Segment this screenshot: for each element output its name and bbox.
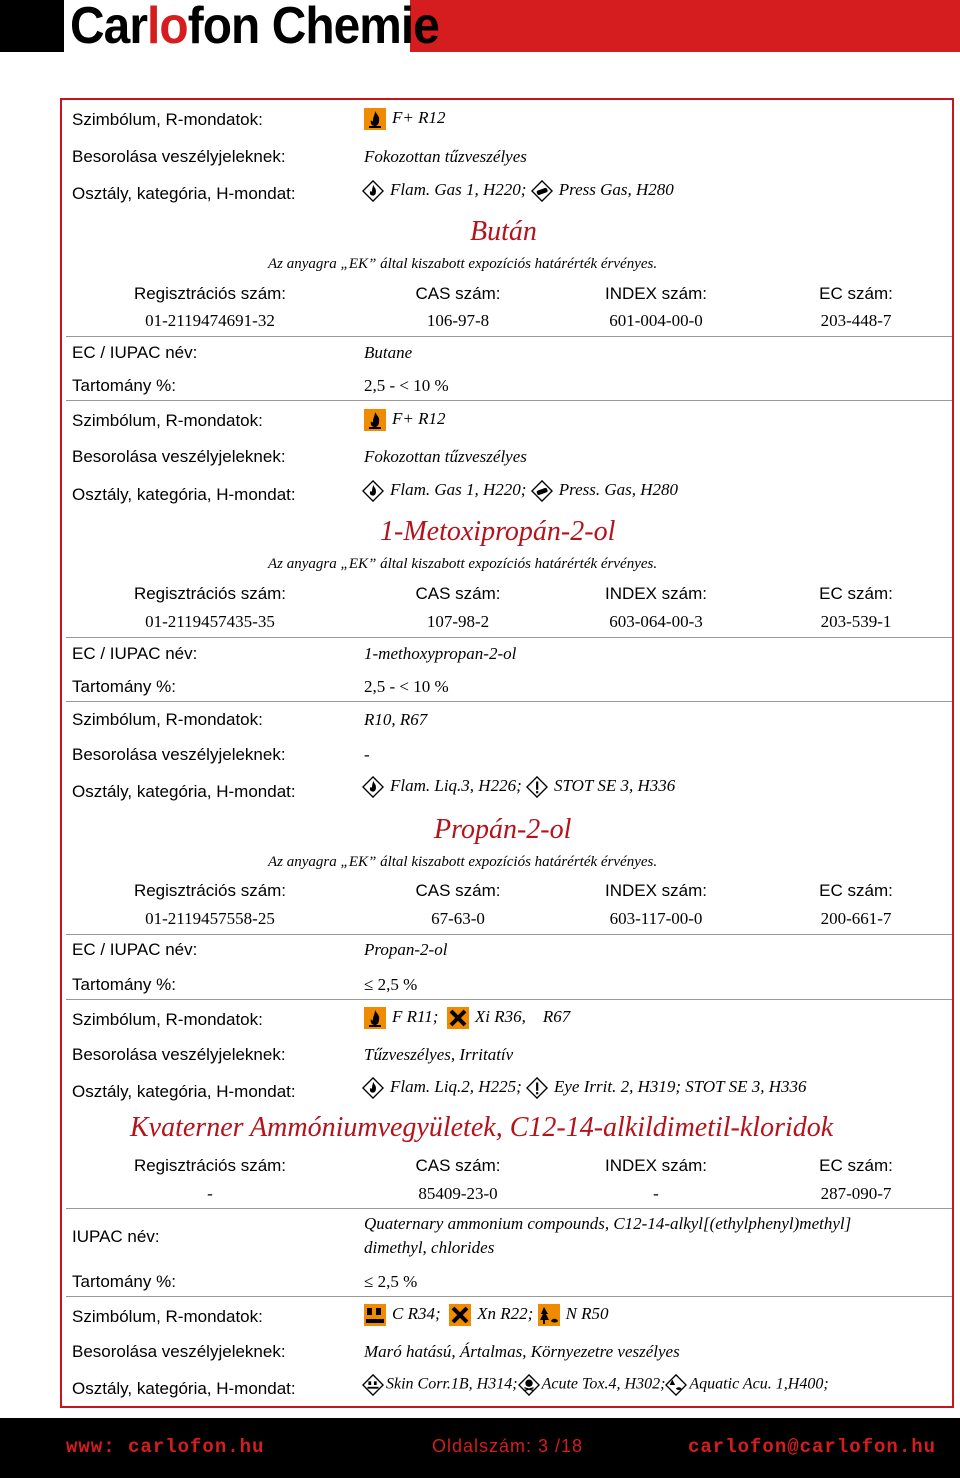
flame-icon [364,108,386,130]
label-symbol: Szimbólum, R-mondatok: [72,110,263,129]
flame-icon [364,1007,386,1029]
header-logo [0,0,960,62]
skull-icon [518,1374,540,1396]
label-hazard: Besorolása veszélyjeleknek: [72,147,286,166]
divider [66,637,952,638]
xcross-icon [447,1007,469,1029]
xcross-icon [449,1304,471,1326]
divider [66,336,952,337]
label-hazard: Besorolása veszélyjeleknek: [72,447,286,466]
exposure-note: Az anyagra „EK” által kiszabott expozíciós határérték érvényes. [268,556,658,572]
environment-icon [538,1304,560,1326]
label-symbol: Szimbólum, R-mondatok: [72,1307,263,1326]
value-range: 2,5 - < 10 % [364,376,449,395]
divider [66,1208,952,1209]
divider [66,400,952,401]
col-index: INDEX szám: [604,584,708,603]
col-ec: EC szám: [819,1156,893,1175]
value-symbol: C R34; Xn R22; N R50 [364,1304,609,1326]
col-ec: EC szám: [819,881,893,900]
ec-number: 200-661-7 [820,909,892,928]
value-class: Flam. Gas 1, H220; Press Gas, H280 [362,180,674,202]
label-range: Tartomány %: [72,376,176,395]
label-class: Osztály, kategória, H-mondat: [72,184,296,203]
col-reg: Regisztrációs szám: [133,284,287,303]
label-range: Tartomány %: [72,1272,176,1291]
divider [66,1296,952,1297]
value-range: ≤ 2,5 % [364,975,418,994]
label-symbol: Szimbólum, R-mondatok: [72,710,263,729]
gas-cylinder-icon [531,480,553,502]
value-hazard: - [364,745,370,764]
index-number: 603-064-00-3 [609,612,703,631]
divider [66,701,952,702]
label-range: Tartomány %: [72,677,176,696]
ec-number: 203-539-1 [820,612,892,631]
footer [0,1418,960,1478]
substance-title: Propán-2-ol [434,814,572,845]
reg-number: 01-2119457435-35 [145,612,275,631]
value-hazard: Maró hatású, Ártalmas, Környezetre veszélyes [364,1342,680,1361]
brand-logo: Carlofon Chemie [70,0,439,55]
exposure-note: Az anyagra „EK” által kiszabott expozíciós határérték érvényes. [268,256,658,272]
flame-ghs-icon [362,180,384,202]
label-class: Osztály, kategória, H-mondat: [72,1379,296,1398]
substance-title: Kvaterner Ammóniumvegyületek, C12-14-alkildimetil-kloridok [130,1112,834,1143]
label-hazard: Besorolása veszélyjeleknek: [72,1342,286,1361]
value-symbol: R10, R67 [364,710,428,729]
footer-page-number: Oldalszám: 3 /18 [432,1436,584,1456]
value-hazard: Fokozottan tűzveszélyes [364,147,527,166]
label-class: Osztály, kategória, H-mondat: [72,1082,296,1101]
label-class: Osztály, kategória, H-mondat: [72,485,296,504]
flame-ghs-icon [362,480,384,502]
label-symbol: Szimbólum, R-mondatok: [72,1010,263,1029]
col-reg: Regisztrációs szám: [133,1156,287,1175]
exposure-note: Az anyagra „EK” által kiszabott expozíciós határérték érvényes. [268,854,658,870]
value-class: Flam. Gas 1, H220; Press. Gas, H280 [362,480,678,502]
divider [66,999,952,1000]
footer-website[interactable]: www: carlofon.hu [66,1436,265,1458]
reg-number: - [207,1184,213,1203]
value-class: Flam. Liq.3, H226; STOT SE 3, H336 [362,776,675,798]
environment-ghs-icon [665,1374,687,1396]
col-index: INDEX szám: [604,1156,708,1175]
value-class: Flam. Liq.2, H225; Eye Irrit. 2, H319; STOT SE 3, H336 [362,1077,807,1099]
value-range: ≤ 2,5 % [364,1272,418,1291]
label-symbol: Szimbólum, R-mondatok: [72,411,263,430]
flame-icon [364,409,386,431]
value-hazard: Tűzveszélyes, Irritatív [364,1045,514,1064]
col-cas: CAS szám: [415,881,501,900]
flame-ghs-icon [362,1077,384,1099]
ec-number: 203-448-7 [820,311,892,330]
corrosive-icon [364,1304,386,1326]
label-range: Tartomány %: [72,975,176,994]
value-symbol: F+ R12 [364,409,446,431]
col-reg: Regisztrációs szám: [133,584,287,603]
gas-cylinder-icon [531,180,553,202]
footer-email[interactable]: carlofon@carlofon.hu [688,1436,937,1458]
cas-number: 106-97-8 [426,311,490,330]
index-number: 603-117-00-0 [609,909,703,928]
flame-ghs-icon [362,776,384,798]
col-cas: CAS szám: [415,1156,501,1175]
label-iupac: IUPAC név: [72,1227,160,1246]
label-hazard: Besorolása veszélyjeleknek: [72,745,286,764]
value-iupac: Propan-2-ol [364,940,448,959]
index-number: 601-004-00-0 [609,311,703,330]
exclamation-icon [526,776,548,798]
cas-number: 67-63-0 [431,909,485,928]
reg-number: 01-2119474691-32 [145,311,275,330]
ec-number: 287-090-7 [820,1184,892,1203]
label-class: Osztály, kategória, H-mondat: [72,782,296,801]
value-symbol: F R11; Xi R36, R67 [364,1007,570,1029]
col-reg: Regisztrációs szám: [133,881,287,900]
value-iupac: Butane [364,343,413,362]
value-hazard: Fokozottan tűzveszélyes [364,447,527,466]
corrosion-ghs-icon [362,1374,384,1396]
col-ec: EC szám: [819,284,893,303]
col-ec: EC szám: [819,584,893,603]
value-symbol: F+ R12 [364,108,446,130]
label-hazard: Besorolása veszélyjeleknek: [72,1045,286,1064]
cas-number: 107-98-2 [426,612,490,631]
value-iupac: 1-methoxypropan-2-ol [364,644,517,663]
value-range: 2,5 - < 10 % [364,677,449,696]
logo-red-block [410,0,960,52]
col-cas: CAS szám: [415,284,501,303]
label-iupac: EC / IUPAC név: [72,644,198,663]
value-iupac-line1: Quaternary ammonium compounds, C12-14-alkyl[(ethylphenyl)methyl] [364,1214,852,1233]
label-iupac: EC / IUPAC név: [72,940,198,959]
col-index: INDEX szám: [604,284,708,303]
col-index: INDEX szám: [604,881,708,900]
label-iupac: EC / IUPAC név: [72,343,198,362]
reg-number: 01-2119457558-25 [145,909,275,928]
col-cas: CAS szám: [415,584,501,603]
exclamation-icon [526,1077,548,1099]
value-class: Skin Corr.1B, H314; Acute Tox.4, H302; Aquatic Acu. 1,H400; [362,1374,829,1396]
logo-black-block [0,0,64,52]
substance-title: Bután [470,216,537,247]
divider [66,934,952,935]
value-iupac-line2: dimethyl, chlorides [364,1238,495,1257]
cas-number: 85409-23-0 [418,1184,498,1203]
index-number: - [653,1184,659,1203]
substance-title: 1-Metoxipropán-2-ol [380,516,616,547]
